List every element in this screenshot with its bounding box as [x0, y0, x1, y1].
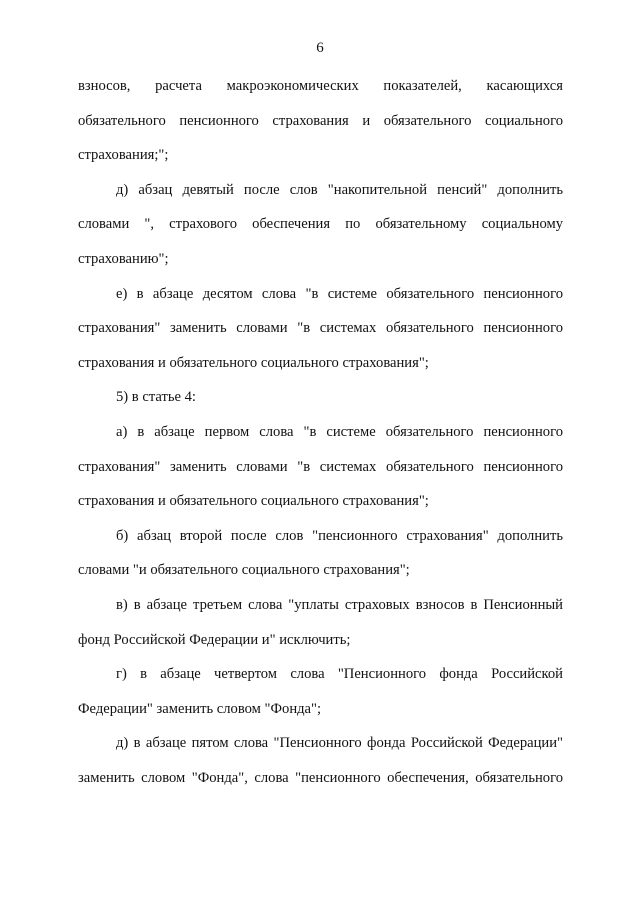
- text-line: словами "и обязательного социального страхования";: [78, 562, 410, 579]
- text-line: страхования;";: [78, 147, 169, 164]
- text-line: страхования и обязательного социального страхования";: [78, 354, 429, 371]
- paragraph-item-a: [78, 415, 563, 519]
- text-line: заменить словом "Фонда", слова "пенсионного обеспечения, обязательного: [78, 769, 563, 786]
- text-line: Федерации" заменить словом "Фонда";: [78, 700, 322, 717]
- text-line: взносов, расчета макроэкономических показателей, касающихся: [78, 78, 563, 94]
- paragraph-item-5: [78, 380, 563, 415]
- paragraph-continuation: [78, 69, 563, 173]
- text-line: б) абзац второй после слов "пенсионного страхования" дополнить: [116, 527, 563, 544]
- paragraph-item-g: [78, 657, 563, 726]
- text-line: в) в абзаце третьем слова "уплаты страховых взносов в Пенсионный: [116, 596, 563, 613]
- paragraph-item-b: [78, 519, 563, 588]
- paragraph-item-d: [78, 173, 563, 277]
- text-line: страхования и обязательного социального страхования";: [78, 493, 429, 510]
- paragraph-item-d2: [78, 726, 563, 795]
- text-line: д) в абзаце пятом слова "Пенсионного фонда Российской Федерации": [116, 735, 563, 752]
- text-line: г) в абзаце четвертом слова "Пенсионного фонда Российской: [116, 666, 563, 683]
- paragraph-item-e: [78, 277, 563, 381]
- page-number: 6: [316, 40, 324, 56]
- document-body: [78, 69, 563, 795]
- text-line: словами ", страхового обеспечения по обязательному социальному: [78, 216, 563, 233]
- text-line: е) в абзаце десятом слова "в системе обязательного пенсионного: [116, 285, 563, 302]
- paragraph-item-v: [78, 588, 563, 657]
- text-line: страхования" заменить словами "в системах обязательного пенсионного: [78, 458, 563, 475]
- text-line: обязательного пенсионного страхования и обязательного социального: [78, 112, 563, 129]
- text-line: 5) в статье 4:: [116, 389, 196, 406]
- text-line: страхованию";: [78, 250, 169, 267]
- text-line: страхования" заменить словами "в системах обязательного пенсионного: [78, 320, 563, 337]
- text-line: фонд Российской Федерации и" исключить;: [78, 631, 351, 648]
- text-line: д) абзац девятый после слов "накопительной пенсий" дополнить: [116, 181, 563, 198]
- text-line: а) в абзаце первом слова "в системе обязательного пенсионного: [116, 423, 563, 440]
